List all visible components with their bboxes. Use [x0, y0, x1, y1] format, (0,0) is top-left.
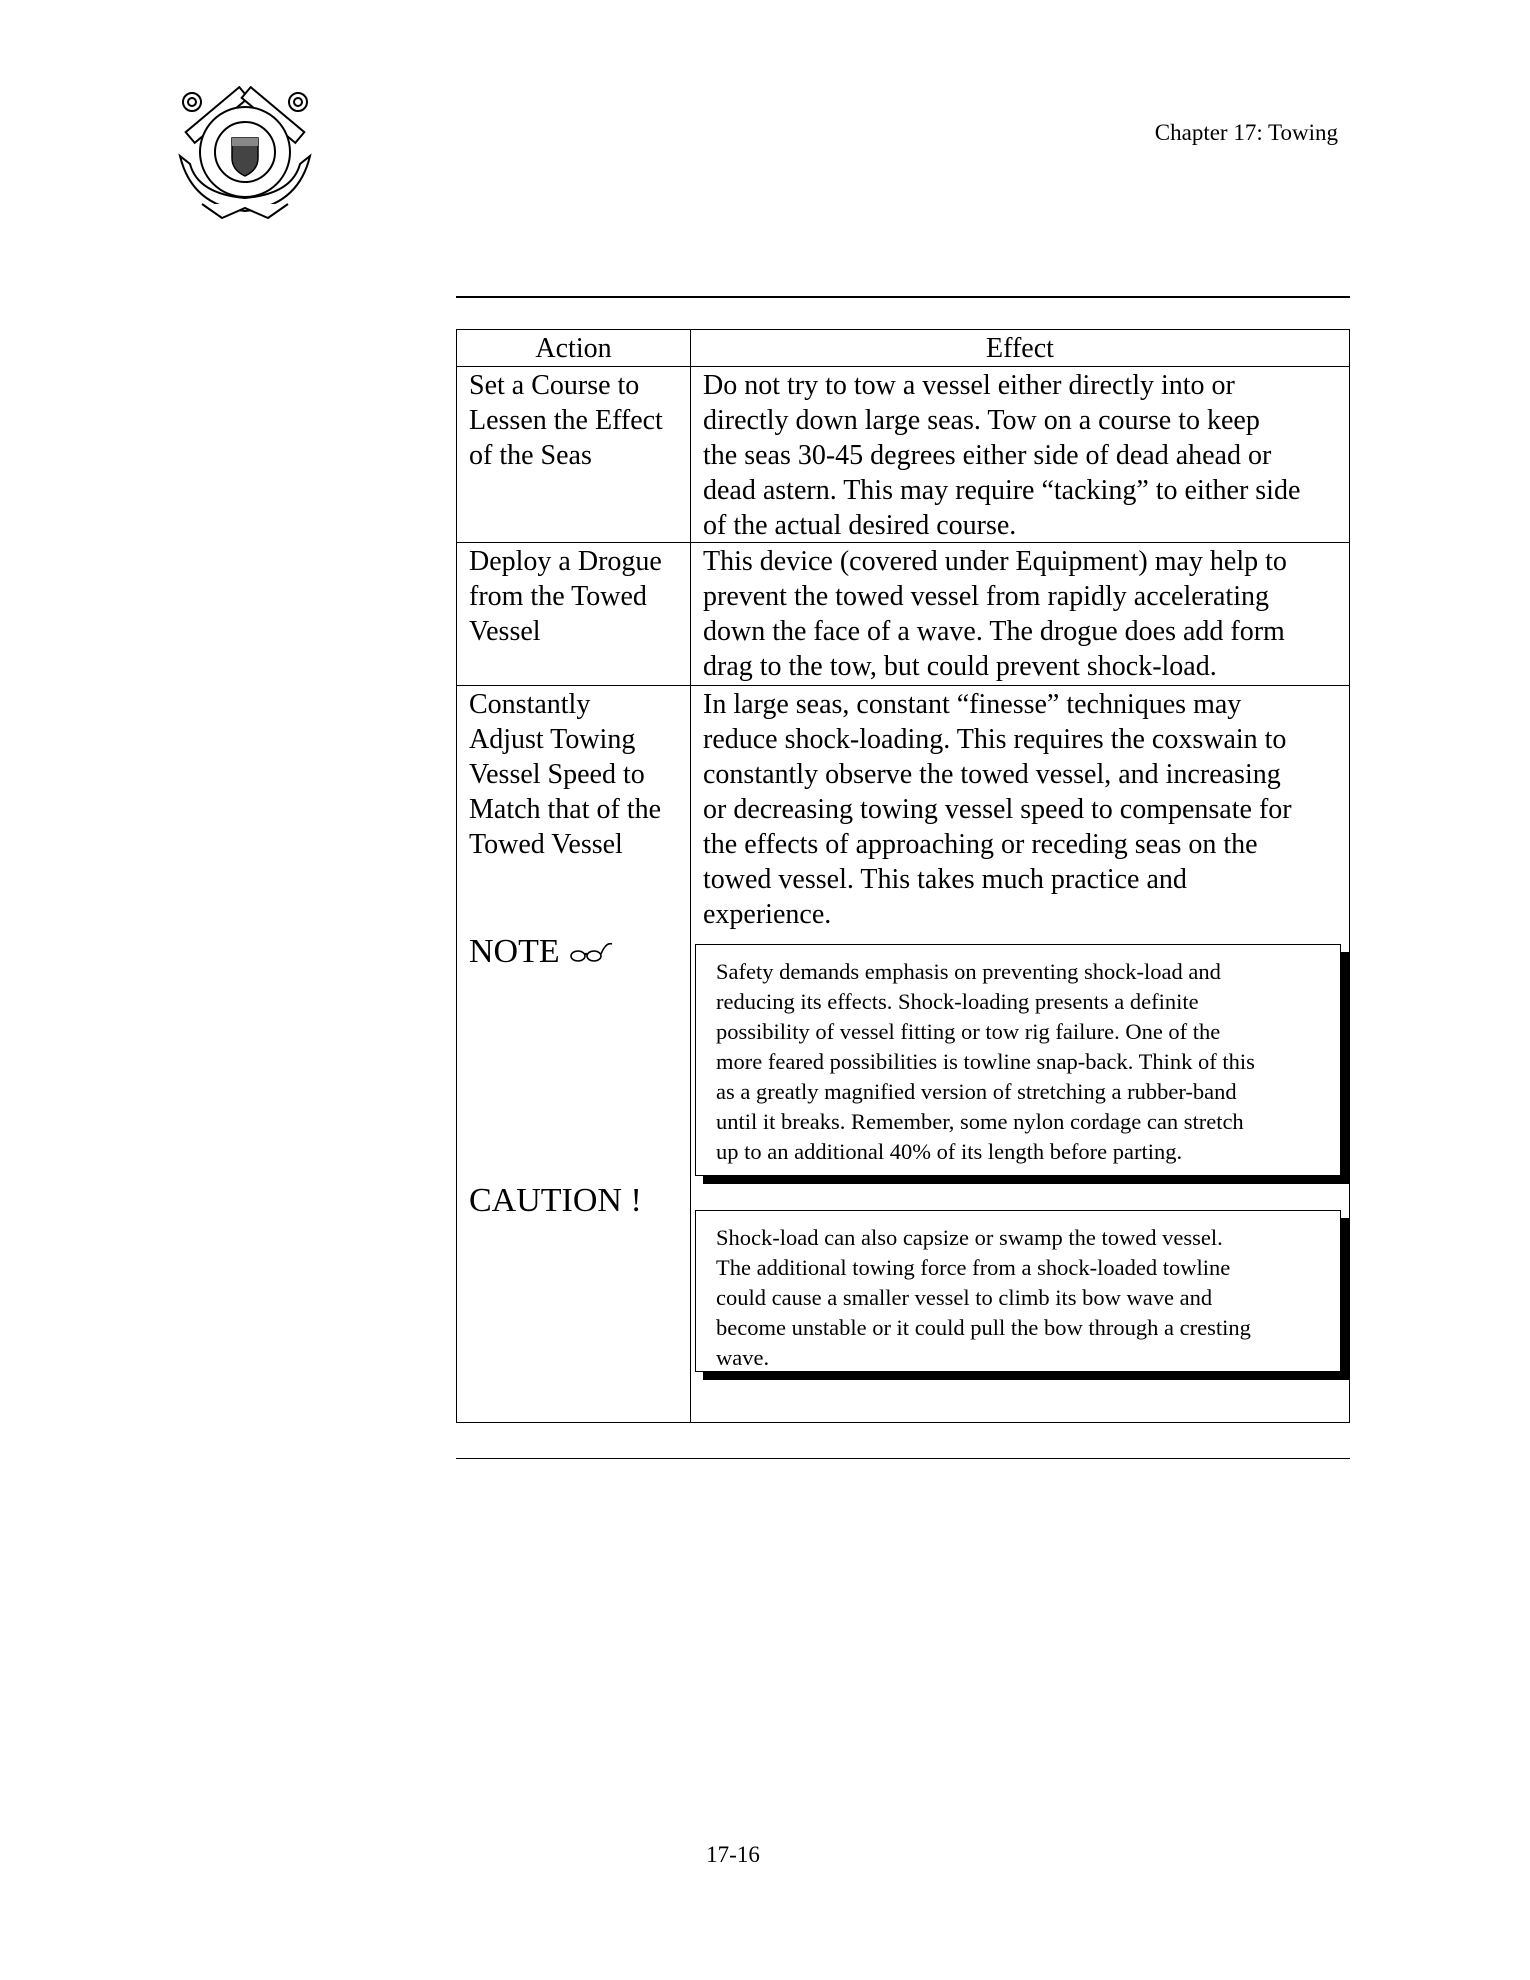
text-line: Match that of the [469, 794, 662, 825]
text-line: of the Seas [469, 440, 592, 471]
header-effect: Effect [986, 333, 1054, 364]
text-line: Towed Vessel [469, 829, 623, 860]
text-line: prevent the towed vessel from rapidly accelerating [703, 581, 1269, 612]
chapter-title: Chapter 17: Towing [1154, 120, 1338, 145]
row-divider [457, 366, 1349, 367]
caution-text [716, 1223, 1251, 1373]
text-line: Shock-load can also capsize or swamp the towed vessel. [716, 1225, 1223, 1250]
text-line: The additional towing force from a shock-loaded towline [716, 1255, 1231, 1280]
text-line: Lessen the Effect [469, 405, 663, 436]
column-divider [690, 330, 691, 1422]
text-line: as a greatly magnified version of stretching a rubber-band [716, 1079, 1237, 1104]
text-line: reducing its effects. Shock-loading presents a definite [716, 989, 1199, 1014]
text-line: Adjust Towing [469, 724, 636, 755]
text-line: dead astern. This may require “tacking” to either side [703, 475, 1301, 506]
text-line: wave. [716, 1345, 770, 1370]
bottom-rule [456, 1458, 1350, 1459]
text-line: drag to the tow, but could prevent shock-load. [703, 651, 1217, 682]
note-text [716, 957, 1255, 1167]
text-line: Set a Course to [469, 370, 640, 401]
text-line: Vessel [469, 616, 541, 647]
effect-cell [703, 544, 1287, 684]
caution-label: CAUTION ! [469, 1182, 642, 1219]
text-line: In large seas, constant “finesse” techniques may [703, 689, 1242, 720]
text-line: Do not try to tow a vessel either directly into or [703, 370, 1235, 401]
note-label [469, 933, 614, 973]
text-line: of the actual desired course. [703, 510, 1017, 541]
top-rule [456, 296, 1350, 298]
text-line: more feared possibilities is towline snap-back. Think of this [716, 1049, 1255, 1074]
text-line: or decreasing towing vessel speed to compensate for [703, 794, 1292, 825]
action-effect-table [456, 329, 1350, 1423]
text-line: towed vessel. This takes much practice and [703, 864, 1187, 895]
text-line: possibility of vessel fitting or tow rig failure. One of the [716, 1019, 1221, 1044]
text-line: experience. [703, 899, 832, 930]
text-line: until it breaks. Remember, some nylon cordage can stretch [716, 1109, 1244, 1134]
page-number: 17-16 [706, 1842, 760, 1867]
action-cell [469, 544, 662, 649]
glasses-icon [568, 935, 614, 973]
text-line: This device (covered under Equipment) may help to [703, 546, 1287, 577]
header-action: Action [535, 333, 612, 364]
note-box [695, 944, 1341, 1176]
note-label-text: NOTE [469, 933, 560, 970]
row-divider [457, 685, 1349, 686]
action-cell [469, 368, 663, 473]
text-line: Safety demands emphasis on preventing shock-load and [716, 959, 1221, 984]
text-line: Constantly [469, 689, 591, 720]
text-line: Deploy a Drogue [469, 546, 662, 577]
text-line: up to an additional 40% of its length before parting. [716, 1139, 1183, 1164]
text-line: directly down large seas. Tow on a course to keep [703, 405, 1260, 436]
action-cell [469, 687, 661, 862]
text-line: down the face of a wave. The drogue does add form [703, 616, 1285, 647]
text-line: become unstable or it could pull the bow through a cresting [716, 1315, 1251, 1340]
text-line: Vessel Speed to [469, 759, 645, 790]
text-line: from the Towed [469, 581, 647, 612]
caution-box [695, 1210, 1341, 1372]
effect-cell [703, 687, 1292, 932]
text-line: reduce shock-loading. This requires the coxswain to [703, 724, 1287, 755]
text-line: could cause a smaller vessel to climb its bow wave and [716, 1285, 1213, 1310]
coast-guard-seal-logo [172, 86, 318, 222]
text-line: the seas 30-45 degrees either side of dead ahead or [703, 440, 1272, 471]
effect-cell [703, 368, 1300, 543]
text-line: the effects of approaching or receding seas on the [703, 829, 1258, 860]
text-line: constantly observe the towed vessel, and increasing [703, 759, 1281, 790]
